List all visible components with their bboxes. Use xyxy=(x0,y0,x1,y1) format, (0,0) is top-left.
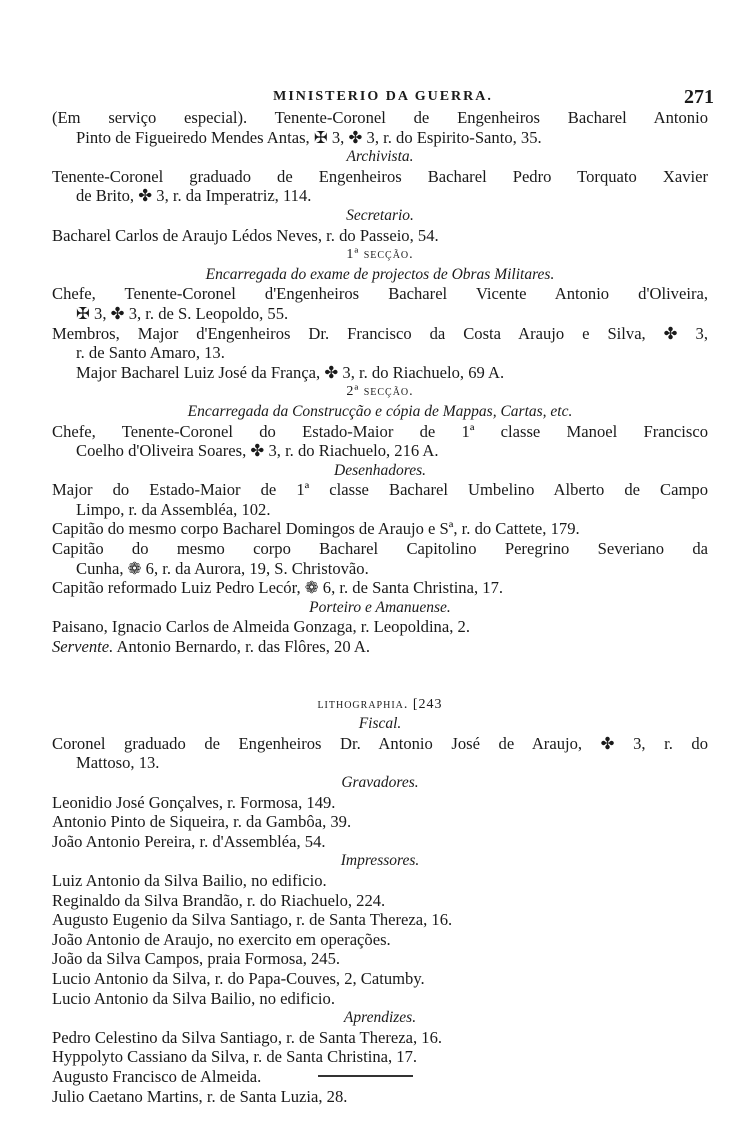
text-line: Leonidio José Gonçalves, r. Formosa, 149. xyxy=(52,792,336,812)
text-line: Julio Caetano Martins, r. de Santa Luzia, 28. xyxy=(52,1086,348,1106)
text-line: Desenhadores. xyxy=(334,461,426,479)
text-line: (Em serviço especial). Tenente-Coronel de Engenheiros Bacharel Antonio xyxy=(52,108,708,127)
entry xyxy=(52,793,708,813)
text-line: Antonio Pinto de Siqueira, r. da Gambôa, 39. xyxy=(52,812,352,832)
subheading xyxy=(52,851,708,871)
subheading xyxy=(52,598,708,618)
text-line: Pinto de Figueiredo Mendes Antas, ✠ 3, ✤ 3, r. do Espirito-Santo, 35. xyxy=(76,127,542,147)
text-line: r. de Santo Amaro, 13. xyxy=(76,343,225,363)
entry xyxy=(52,734,708,773)
entry xyxy=(52,969,708,989)
section-title xyxy=(52,245,708,265)
text-line: Paisano, Ignacio Carlos de Almeida Gonzaga, r. Leopoldina, 2. xyxy=(52,617,470,637)
text-line: Coelho d'Oliveira Soares, ✤ 3, r. do Riachuelo, 216 A. xyxy=(76,441,439,461)
text-line: Major Bacharel Luiz José da França, ✤ 3, r. do Riachuelo, 69 A. xyxy=(76,362,505,382)
text-line xyxy=(52,637,708,657)
text-line: Fiscal. xyxy=(358,715,402,733)
text-line: 2ª secção. xyxy=(346,384,414,400)
page-number: 271 xyxy=(684,86,714,108)
text-line: 1ª secção. xyxy=(346,247,414,263)
subheading xyxy=(52,147,708,167)
subheading xyxy=(52,265,708,285)
text-line: Cunha, ❁ 6, r. da Aurora, 19, S. Christovão. xyxy=(76,558,369,578)
text-line: Limpo, r. da Assembléa, 102. xyxy=(76,499,271,519)
text-line: Chefe, Tenente-Coronel do Estado-Maior de 1ª classe Manoel Francisco xyxy=(52,421,708,441)
entry xyxy=(52,108,708,147)
section-gap xyxy=(52,657,708,695)
document-body xyxy=(52,108,708,1106)
text-line: Lucio Antonio da Silva, r. do Papa-Couves, 2, Catumby. xyxy=(52,968,425,988)
entry xyxy=(52,226,708,246)
entry xyxy=(52,1028,708,1048)
section-title xyxy=(52,695,708,715)
page-header xyxy=(52,86,714,108)
entry xyxy=(52,284,708,323)
text-line: lithographia. [243 xyxy=(317,696,443,712)
entry xyxy=(52,324,708,363)
entry xyxy=(52,930,708,950)
entry xyxy=(52,539,708,578)
closing-rule xyxy=(318,1075,413,1077)
text-line: Mattoso, 13. xyxy=(76,753,160,773)
entry xyxy=(52,891,708,911)
entry xyxy=(52,812,708,832)
entry xyxy=(52,578,708,598)
text-line: Lucio Antonio da Silva Bailio, no edificio. xyxy=(52,988,335,1008)
text-line: Coronel graduado de Engenheiros Dr. Antonio José de Araujo, ✤ 3, r. do xyxy=(52,733,708,753)
text-line: Membros, Major d'Engenheiros Dr. Francisco da Costa Araujo e Silva, ✤ 3, xyxy=(52,323,708,343)
text-line: Encarregada do exame de projectos de Obras Militares. xyxy=(205,265,555,283)
text-line: Capitão do mesmo corpo Bacharel Capitolino Peregrino Severiano da xyxy=(52,539,708,559)
text-line: João da Silva Campos, praia Formosa, 245. xyxy=(52,949,341,969)
entry xyxy=(52,832,708,852)
subheading xyxy=(52,1008,708,1028)
text-line: Secretario. xyxy=(346,206,414,224)
text-line: Tenente-Coronel graduado de Engenheiros Bacharel Pedro Torquato Xavier xyxy=(52,166,708,186)
entry xyxy=(52,480,708,519)
entry xyxy=(52,617,708,637)
subheading xyxy=(52,714,708,734)
text-line: Pedro Celestino da Silva Santiago, r. de Santa Thereza, 16. xyxy=(52,1027,443,1047)
entry-text: Antonio Bernardo, r. das Flôres, 20 A. xyxy=(116,637,371,657)
entry xyxy=(52,519,708,539)
entry xyxy=(52,989,708,1009)
text-line: Major do Estado-Maior de 1ª classe Bacharel Umbelino Alberto de Campo xyxy=(52,480,708,500)
text-line: de Brito, ✤ 3, r. da Imperatriz, 114. xyxy=(76,186,312,206)
text-line: Bacharel Carlos de Araujo Lédos Neves, r. do Passeio, 54. xyxy=(52,225,439,245)
subheading xyxy=(52,461,708,481)
entry xyxy=(52,871,708,891)
text-line: Gravadores. xyxy=(341,774,419,791)
text-line: ✠ 3, ✤ 3, r. de S. Leopoldo, 55. xyxy=(76,303,289,323)
subheading xyxy=(52,206,708,226)
entry xyxy=(52,1087,708,1107)
text-line: Hyppolyto Cassiano da Silva, r. de Santa Christina, 17. xyxy=(52,1047,418,1067)
running-title: MINISTERIO DA GUERRA. xyxy=(273,89,493,104)
text-line: Archivista. xyxy=(346,148,414,166)
role-label: Servente. xyxy=(52,637,114,657)
text-line: Augusto Eugenio da Silva Santiago, r. de Santa Thereza, 16. xyxy=(52,910,453,930)
text-line: João Antonio de Araujo, no exercito em operações. xyxy=(52,929,391,949)
text-line: Capitão reformado Luiz Pedro Lecór, ❁ 6, r. de Santa Christina, 17. xyxy=(52,578,504,598)
subheading xyxy=(52,402,708,422)
entry xyxy=(52,363,708,383)
entry xyxy=(52,949,708,969)
text-line: Augusto Francisco de Almeida. xyxy=(52,1066,262,1086)
text-line: Chefe, Tenente-Coronel d'Engenheiros Bacharel Vicente Antonio d'Oliveira, xyxy=(52,284,708,304)
entry xyxy=(52,167,708,206)
text-line: Porteiro e Amanuense. xyxy=(309,598,451,616)
text-line: Encarregada da Construcção e cópia de Mappas, Cartas, etc. xyxy=(187,402,573,420)
text-line: Reginaldo da Silva Brandão, r. do Riachuelo, 224. xyxy=(52,890,386,910)
text-line: João Antonio Pereira, r. d'Assembléa, 54. xyxy=(52,831,326,851)
entry xyxy=(52,637,708,657)
text-line: Aprendizes. xyxy=(343,1009,417,1027)
entry xyxy=(52,1047,708,1067)
text-line: Capitão do mesmo corpo Bacharel Domingos de Araujo e Sª, r. do Cattete, 179. xyxy=(52,519,580,539)
section-title xyxy=(52,382,708,402)
text-line: Impressores. xyxy=(340,852,420,870)
entry xyxy=(52,910,708,930)
text-line: Luiz Antonio da Silva Bailio, no edificio. xyxy=(52,870,327,890)
subheading xyxy=(52,773,708,793)
entry xyxy=(52,422,708,461)
